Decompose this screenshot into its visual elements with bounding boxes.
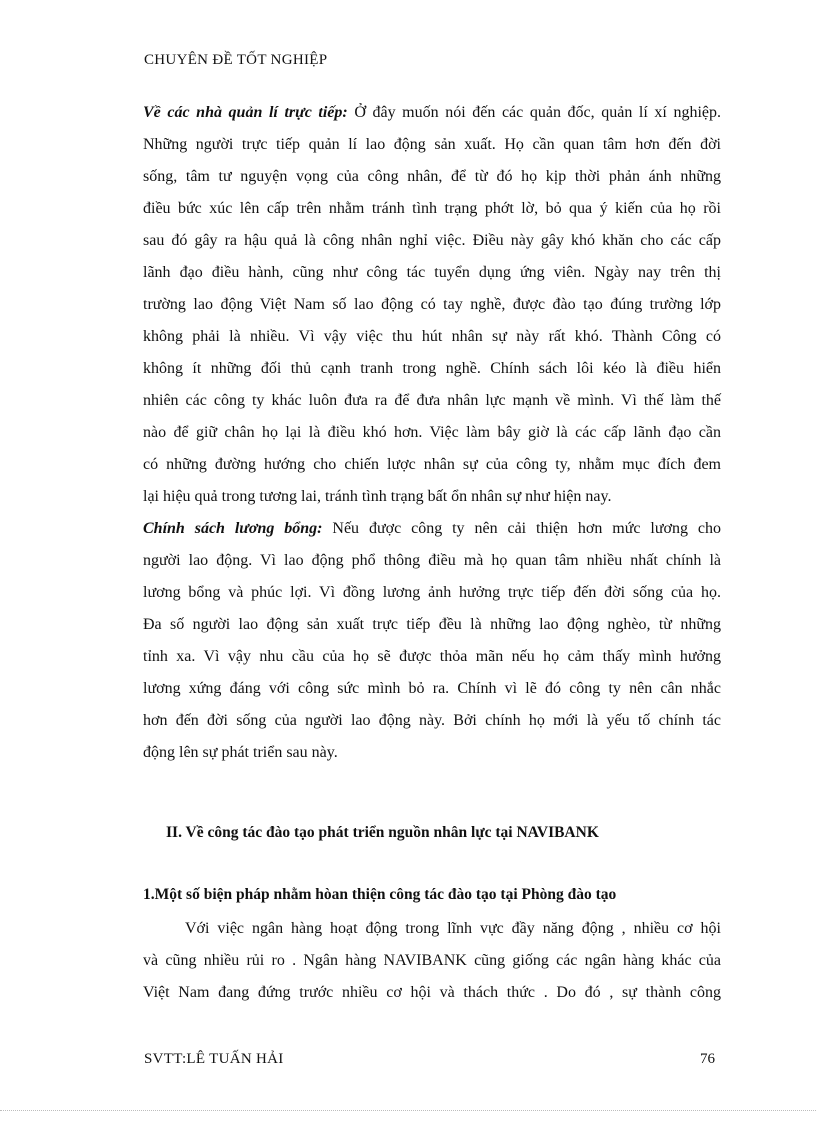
para3-line: Với việc ngân hàng hoạt động trong lĩnh vực đầy năng động , nhiều cơ hội [185, 920, 721, 937]
body-text-block [143, 97, 721, 769]
page-number: 76 [700, 1051, 715, 1067]
para2-line: lương bổng và phúc lợi. Vì đồng lương ảnh hưởng trực tiếp đến đời sống của họ. [143, 584, 721, 601]
para1-line: lãnh đạo điều hành, cũng như công tác tuyển dụng ứng viên. Ngày nay trên thị [143, 264, 721, 281]
para3-block [143, 913, 721, 1009]
para1-line: Những người trực tiếp quản lí lao động sản xuất. Họ cần quan tâm hơn đến đời [143, 136, 721, 153]
para1-line: sau đó gây ra hậu quả là công nhân nghỉ việc. Điều này gây khó khăn cho các cấp [143, 232, 721, 249]
para2-lead: Chính sách lương bổng: [143, 520, 323, 537]
para2-line: lương xứng đáng với công sức mình bỏ ra. Chính vì lẽ đó công ty nên cân nhắc [143, 680, 721, 697]
para2-line: người lao động. Vì lao động phổ thông điều mà họ quan tâm nhiều nhất chính là [143, 552, 721, 569]
para1-first-rest: Ở đây muốn nói đến các quản đốc, quản lí xí nghiệp. [347, 104, 722, 121]
running-header: CHUYÊN ĐỀ TỐT NGHIỆP [144, 52, 328, 68]
para1-line: nào để giữ chân họ lại là điều khó hơn. Việc làm bây giờ là các cấp lãnh đạo cần [143, 424, 721, 441]
para1-line: không ít những đối thủ cạnh tranh trong nghề. Chính sách lôi kéo là điều hiển [143, 360, 721, 377]
page-bottom-divider [0, 1110, 816, 1111]
para1-line: điều bức xúc lên cấp trên nhằm tránh tình trạng phớt lờ, bỏ qua ý kiến của họ rồi [143, 200, 721, 217]
sub-heading: 1.Một số biện pháp nhằm hòan thiện công tác đào tạo tại Phòng đào tạo [143, 886, 617, 903]
para2-line: động lên sự phát triển sau này. [143, 744, 338, 761]
para1-line: nhiên các công ty khác luôn đưa ra để đưa nhân lực mạnh về mình. Vì thế làm thế [143, 392, 721, 409]
para1-lead: Về các nhà quản lí trực tiếp: [143, 104, 348, 121]
para2-first-rest: Nếu được công ty nên cải thiện hơn mức lương cho [322, 520, 721, 537]
para2-first-line [143, 513, 721, 545]
para2-line: tỉnh xa. Vì vậy nhu cầu của họ sẽ được thỏa mãn nếu họ cảm thấy mình hưởng [143, 648, 721, 665]
footer-author: SVTT:LÊ TUẤN HẢI [144, 1051, 284, 1067]
para1-line: có những đường hướng cho chiến lược nhân sự của công ty, nhằm mục đích đem [143, 456, 721, 473]
para3-line: Việt Nam đang đứng trước nhiều cơ hội và thách thức . Do đó , sự thành công [143, 984, 721, 1001]
para1-line: lại hiệu quả trong tương lai, tránh tình trạng bất ổn nhân sự như hiện nay. [143, 488, 612, 505]
section-heading: II. Về công tác đào tạo phát triển nguồn nhân lực tại NAVIBANK [166, 824, 599, 841]
para3-line: và cũng nhiều rủi ro . Ngân hàng NAVIBANK cũng giống các ngân hàng khác của [143, 952, 721, 969]
para1-line: không phải là nhiều. Vì vậy việc thu hút nhân sự này rất khó. Thành Công có [143, 328, 721, 345]
para1-line: sống, tâm tư nguyện vọng của công nhân, để từ đó họ kịp thời phản ánh những [143, 168, 721, 185]
para1-first-line [143, 97, 721, 129]
para2-line: Đa số người lao động sản xuất trực tiếp đều là những lao động nghèo, từ những [143, 616, 721, 633]
para1-line: trường lao động Việt Nam số lao động có tay nghề, được đào tạo đúng trường lớp [143, 296, 721, 313]
para2-line: hơn đến đời sống của người lao động này. Bởi chính họ mới là yếu tố chính tác [143, 712, 721, 729]
